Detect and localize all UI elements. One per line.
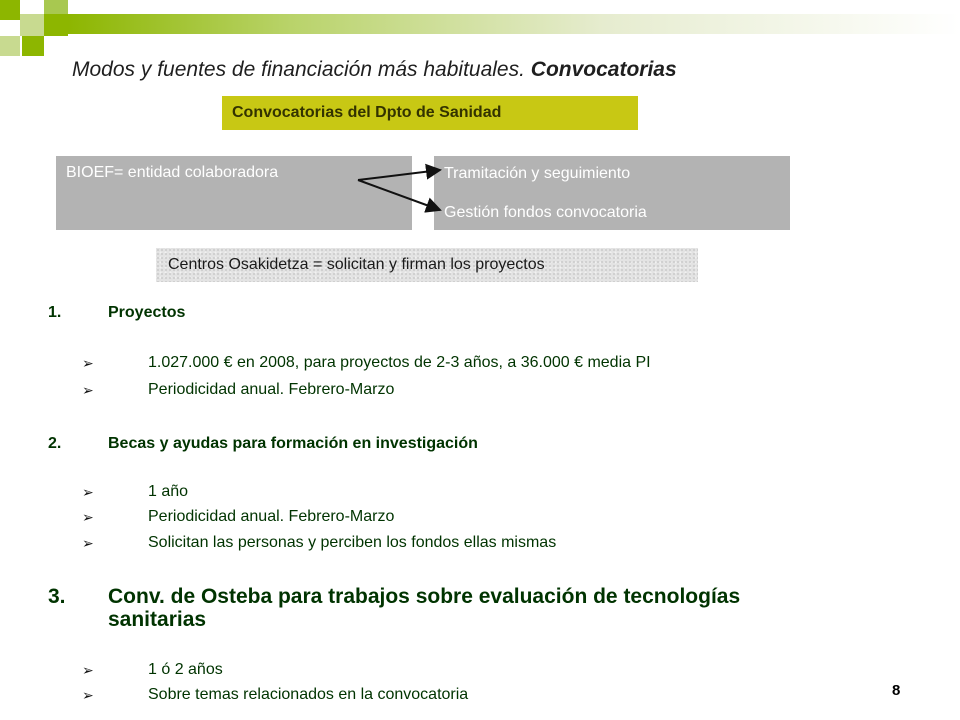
bullet-item: 1 ó 2 años [148, 661, 223, 678]
deco-square [0, 0, 20, 20]
section-number: 3. [48, 585, 66, 608]
deco-square [20, 14, 44, 36]
page-number: 8 [892, 682, 901, 699]
arrow-to-tramitacion [358, 170, 440, 180]
bullet-item: 1.027.000 € en 2008, para proyectos de 2-3 años, a 36.000 € media PI [148, 354, 651, 371]
deco-square [44, 14, 68, 36]
gestion-item: Gestión fondos convocatoria [444, 204, 647, 221]
section-heading-line: sanitarias [108, 608, 207, 631]
deco-square [22, 36, 44, 56]
deco-square [0, 36, 20, 56]
section-heading-line: Conv. de Osteba para trabajos sobre evaluación de tecnologías [108, 585, 741, 608]
section-heading [108, 585, 740, 631]
section-heading: Proyectos [108, 304, 186, 321]
bioef-box: BIOEF= entidad colaboradora [56, 156, 412, 230]
deco-square [44, 0, 68, 14]
tramitacion-box [434, 156, 790, 230]
section-heading: Becas y ayudas para formación en investigación [108, 435, 478, 452]
arrow-bullet-icon: ➢ [82, 382, 94, 398]
arrow-bullet-icon: ➢ [82, 535, 94, 551]
slide-title [72, 58, 677, 82]
header-gradient-bar [68, 14, 960, 34]
arrow-to-gestion [358, 180, 440, 210]
bullet-item: Solicitan las personas y perciben los fondos ellas mismas [148, 534, 557, 551]
title-normal: Modos y fuentes de financiación más habituales. [72, 58, 531, 81]
bullet-item: Periodicidad anual. Febrero-Marzo [148, 508, 395, 525]
bullet-item: Sobre temas relacionados en la convocatoria [148, 686, 469, 703]
arrow-bullet-icon: ➢ [82, 509, 94, 525]
arrow-bullet-icon: ➢ [82, 355, 94, 371]
arrow-bullet-icon: ➢ [82, 484, 94, 500]
centros-box: Centros Osakidetza = solicitan y firman los proyectos [156, 248, 698, 282]
title-bold: Convocatorias [530, 58, 677, 81]
tramitacion-item: Tramitación y seguimiento [444, 165, 631, 182]
bullet-item: Periodicidad anual. Febrero-Marzo [148, 381, 395, 398]
section-number: 2. [48, 435, 62, 452]
bullet-item: 1 año [148, 483, 189, 500]
convocatorias-box: Convocatorias del Dpto de Sanidad [222, 96, 638, 130]
section-number: 1. [48, 304, 62, 321]
connector-arrows [350, 160, 450, 220]
arrow-bullet-icon: ➢ [82, 662, 94, 678]
arrow-bullet-icon: ➢ [82, 687, 94, 703]
